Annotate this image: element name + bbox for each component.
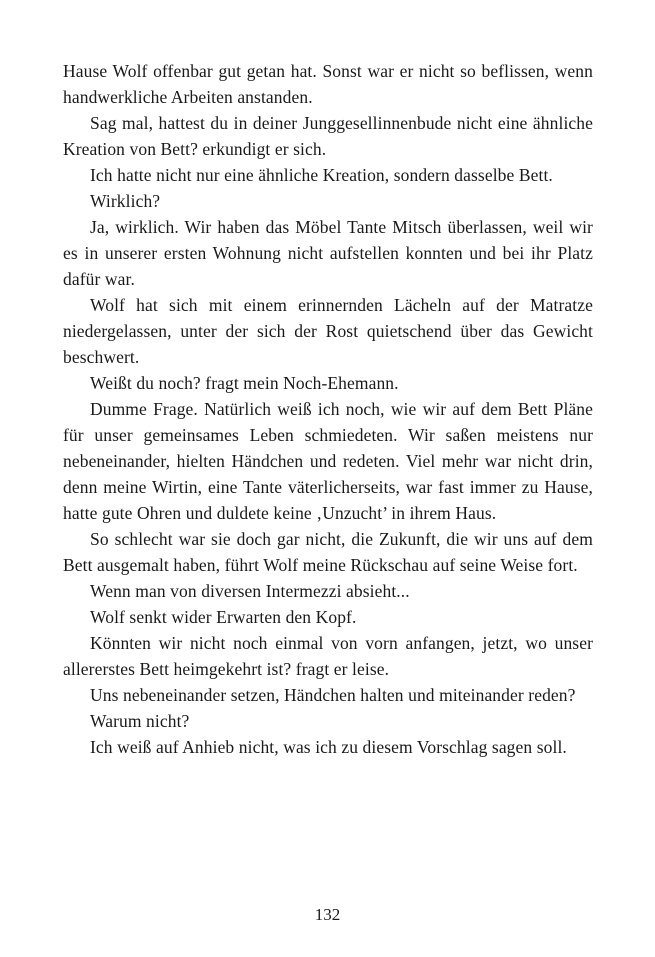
paragraph: Warum nicht? [90,711,190,731]
paragraph: Ja, wirklich. Wir haben das Möbel Tante Mitsch überlassen, weil wir es in unserer ersten Wohnung nicht aufstellen konnten und bei ihr Platz dafür war. [63,217,593,289]
paragraph: Könnten wir nicht noch einmal von vorn anfangen, jetzt, wo unser allererstes Bett heimgekehrt ist? fragt er leise. [63,633,593,679]
paragraph: Wenn man von diversen Intermezzi absieht... [90,581,410,601]
paragraph: Sag mal, hattest du in deiner Junggesellinnenbude nicht eine ähnliche Kreation von Bett? erkundigt er sich. [63,113,593,159]
paragraph: Dumme Frage. Natürlich weiß ich noch, wie wir auf dem Bett Pläne für unser gemeinsames Leben schmiedeten. Wir saßen meistens nur nebeneinander, hielten Händchen und redeten. Viel mehr war nicht drin, denn meine Wirtin, eine Tante väterlicherseits, war fast immer zu Hause, hatte gute Ohren und duldete keine ‚Unzucht’ in ihrem Haus. [63,399,593,523]
page-number: 132 [314,905,341,924]
paragraph: Ich weiß auf Anhieb nicht, was ich zu diesem Vorschlag sagen soll. [90,737,567,757]
paragraph: Wolf hat sich mit einem erinnernden Lächeln auf der Matratze niedergelassen, unter der sich der Rost quietschend über das Gewicht beschwert. [63,295,593,367]
paragraph: Ich hatte nicht nur eine ähnliche Kreation, sondern dasselbe Bett. [90,165,553,185]
paragraph: Wirklich? [90,191,161,211]
paragraph: Weißt du noch? fragt mein Noch-Ehemann. [90,373,399,393]
paragraph: Wolf senkt wider Erwarten den Kopf. [90,607,357,627]
paragraph: Uns nebeneinander setzen, Händchen halten und miteinander reden? [90,685,576,705]
body-text [63,58,593,760]
paragraph: Hause Wolf offenbar gut getan hat. Sonst war er nicht so beflissen, wenn handwerkliche Arbeiten anstanden. [63,61,593,107]
paragraph: So schlecht war sie doch gar nicht, die Zukunft, die wir uns auf dem Bett ausgemalt haben, führt Wolf meine Rückschau auf seine Weise fort. [63,529,593,575]
